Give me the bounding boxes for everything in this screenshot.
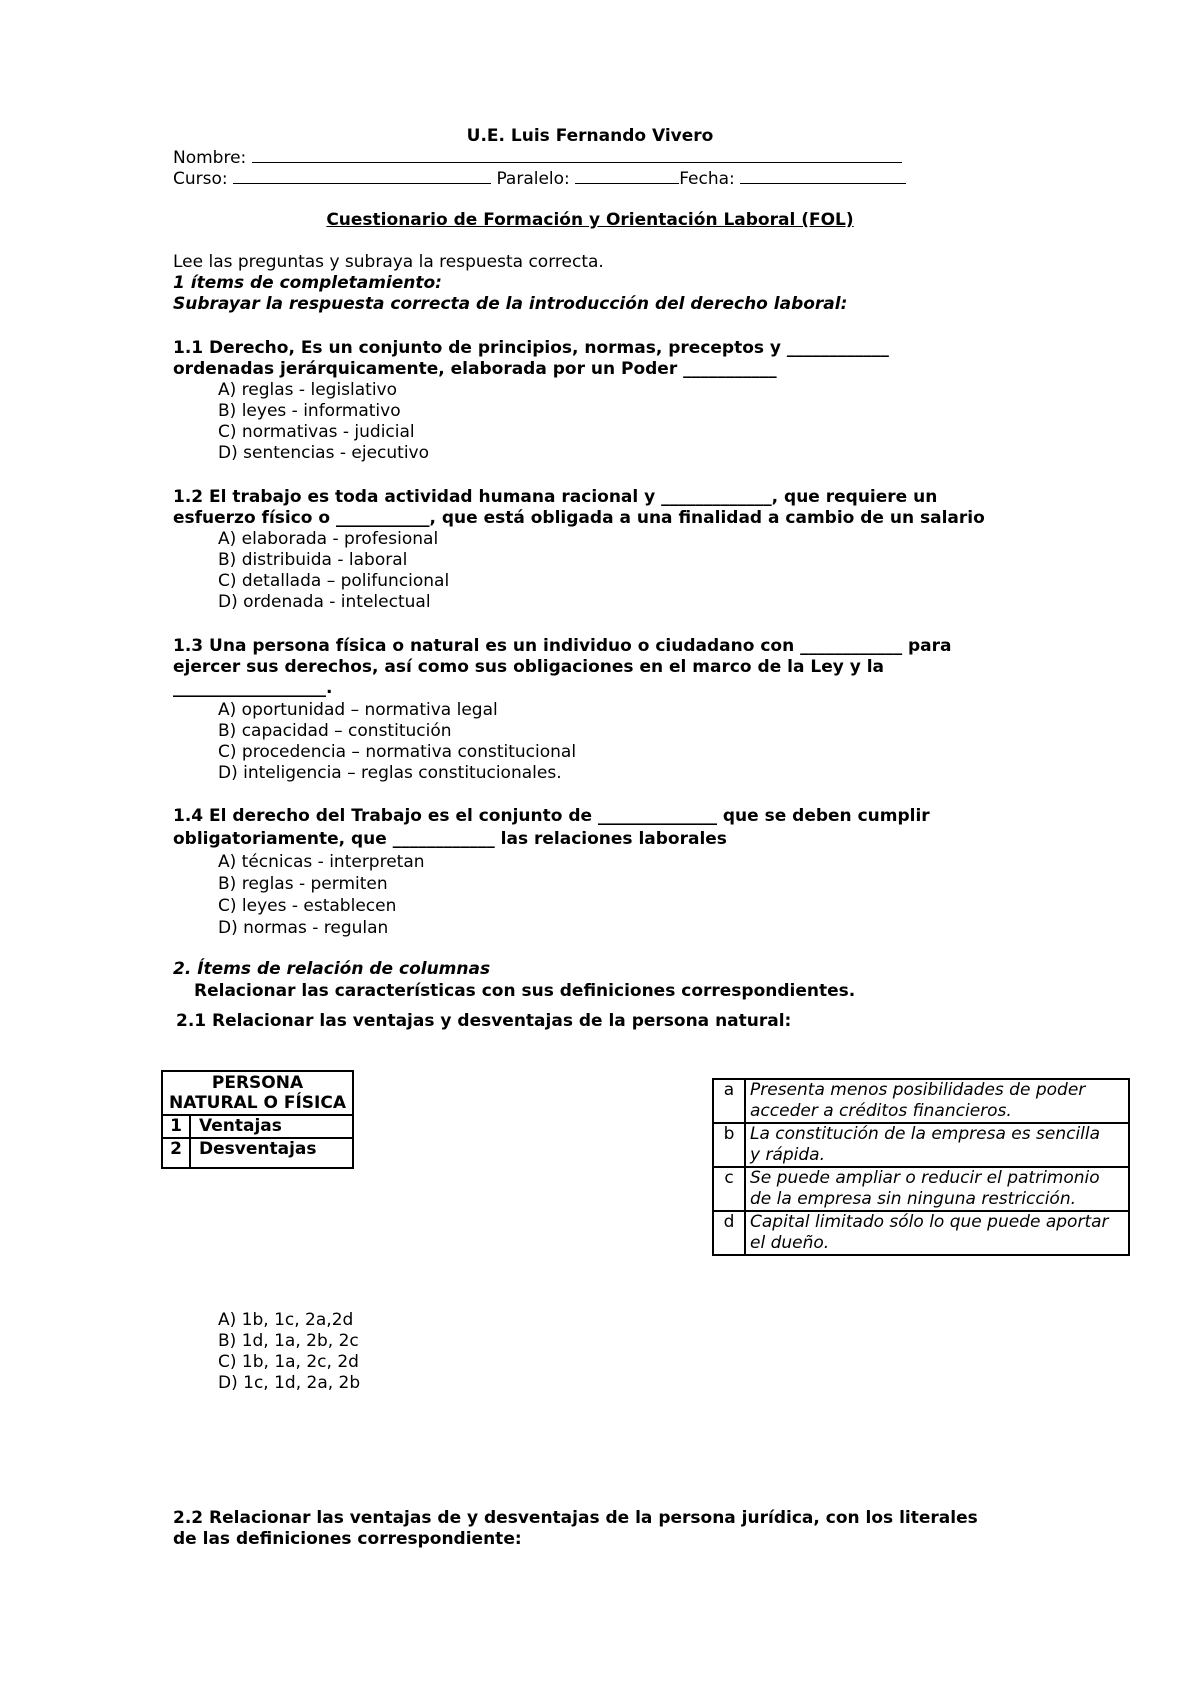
table-header-row xyxy=(162,1071,353,1115)
option-d[interactable]: D) 1c, 1d, 2a, 2b xyxy=(218,1373,361,1393)
row-letter: c xyxy=(713,1167,745,1211)
row-letter: a xyxy=(713,1079,745,1123)
table-row xyxy=(713,1123,1129,1167)
question-1-1 xyxy=(173,338,1073,380)
question-1-4 xyxy=(173,806,1073,850)
nombre-blank[interactable] xyxy=(252,147,902,163)
option-a[interactable]: A) técnicas - interpretan xyxy=(218,852,425,872)
question-text-line: 1.1 Derecho, Es un conjunto de principios, normas, preceptos y ____________ xyxy=(173,338,889,358)
row-definition xyxy=(745,1167,1129,1211)
option-a[interactable]: A) 1b, 1c, 2a,2d xyxy=(218,1310,354,1330)
option-c[interactable]: C) procedencia – normativa constitucional xyxy=(218,742,577,762)
options-2-1 xyxy=(218,1310,360,1394)
row-number: 2 xyxy=(162,1138,190,1168)
table-row xyxy=(162,1115,353,1138)
table-row xyxy=(713,1079,1129,1123)
section2-subheading: Relacionar las características con sus definiciones correspondientes. xyxy=(194,981,856,1001)
option-d[interactable]: D) ordenada - intelectual xyxy=(218,592,431,612)
definition-line: La constitución de la empresa es sencilla xyxy=(750,1124,1101,1144)
curso-blank[interactable] xyxy=(233,168,491,184)
option-b[interactable]: B) reglas - permiten xyxy=(218,874,388,894)
option-b[interactable]: B) capacidad – constitución xyxy=(218,721,452,741)
option-b[interactable]: B) 1d, 1a, 2b, 2c xyxy=(218,1331,359,1351)
options-1-4 xyxy=(218,852,425,939)
instructions: Lee las preguntas y subraya la respuesta correcta. xyxy=(173,252,604,272)
row-definition xyxy=(745,1123,1129,1167)
option-c[interactable]: C) 1b, 1a, 2c, 2d xyxy=(218,1352,359,1372)
option-c[interactable]: C) detallada – polifuncional xyxy=(218,571,450,591)
table-row xyxy=(713,1167,1129,1211)
paralelo-blank[interactable] xyxy=(575,168,679,184)
option-b[interactable]: B) distribuida - laboral xyxy=(218,550,408,570)
definiciones-table xyxy=(712,1078,1130,1256)
definition-line: Se puede ampliar o reducir el patrimonio xyxy=(750,1168,1100,1188)
question-text-line: ordenadas jerárquicamente, elaborada por un Poder ___________ xyxy=(173,359,777,379)
fecha-blank[interactable] xyxy=(740,168,906,184)
section2-heading: 2. Ítems de relación de columnas xyxy=(173,959,491,979)
question-text-line: 2.2 Relacionar las ventajas de y desventajas de la persona jurídica, con los literales xyxy=(173,1508,978,1528)
definition-line: el dueño. xyxy=(750,1233,830,1253)
question-text-line: ejercer sus derechos, así como sus obligaciones en el marco de la Ley y la xyxy=(173,657,885,677)
table-row xyxy=(162,1138,353,1168)
nombre-row xyxy=(173,147,902,169)
row-definition xyxy=(745,1211,1129,1255)
page-title: Cuestionario de Formación y Orientación Laboral (FOL) xyxy=(326,210,854,230)
question-text-line: __________________. xyxy=(173,678,333,698)
curso-label: Curso: xyxy=(173,169,228,189)
option-a[interactable]: A) oportunidad – normativa legal xyxy=(218,700,498,720)
option-c[interactable]: C) leyes - establecen xyxy=(218,896,397,916)
definition-line: y rápida. xyxy=(750,1145,825,1165)
options-1-2 xyxy=(218,529,449,613)
option-d[interactable]: D) inteligencia – reglas constitucionales. xyxy=(218,763,562,783)
option-a[interactable]: A) elaborada - profesional xyxy=(218,529,439,549)
question-1-2 xyxy=(173,487,1073,529)
options-1-1 xyxy=(218,380,429,464)
row-label: Desventajas xyxy=(190,1138,353,1168)
definition-line: de la empresa sin ninguna restricción. xyxy=(750,1189,1077,1209)
option-c[interactable]: C) normativas - judicial xyxy=(218,422,415,442)
nombre-label: Nombre: xyxy=(173,148,247,168)
row-label: Ventajas xyxy=(190,1115,353,1138)
question-2-1-title: 2.1 Relacionar las ventajas y desventajas de la persona natural: xyxy=(176,1011,792,1031)
question-1-3 xyxy=(173,636,1073,699)
question-2-2 xyxy=(173,1508,1073,1550)
option-d[interactable]: D) normas - regulan xyxy=(218,918,389,938)
question-text-line: 1.4 El derecho del Trabajo es el conjunto de ______________ que se deben cumplir xyxy=(173,806,930,826)
option-d[interactable]: D) sentencias - ejecutivo xyxy=(218,443,430,463)
definition-line: Capital limitado sólo lo que puede aportar xyxy=(750,1212,1109,1232)
row-definition xyxy=(745,1079,1129,1123)
question-text-line: 1.3 Una persona física o natural es un individuo o ciudadano con ____________ para xyxy=(173,636,952,656)
section1-subheading: Subrayar la respuesta correcta de la introducción del derecho laboral: xyxy=(173,294,848,314)
row-letter: b xyxy=(713,1123,745,1167)
school-name: U.E. Luis Fernando Vivero xyxy=(466,126,714,146)
row-letter: d xyxy=(713,1211,745,1255)
question-text-line: obligatoriamente, que ____________ las relaciones laborales xyxy=(173,829,727,849)
option-a[interactable]: A) reglas - legislativo xyxy=(218,380,398,400)
fecha-label: Fecha: xyxy=(679,169,735,189)
table-header-cell: PERSONA NATURAL O FÍSICA xyxy=(162,1071,353,1115)
question-text-line: de las definiciones correspondiente: xyxy=(173,1529,522,1549)
row-number: 1 xyxy=(162,1115,190,1138)
options-1-3 xyxy=(218,700,576,784)
section1-heading: 1 ítems de completamiento: xyxy=(173,273,442,293)
paralelo-label: Paralelo: xyxy=(496,169,570,189)
question-text-line: esfuerzo físico o ___________, que está obligada a una finalidad a cambio de un salario xyxy=(173,508,985,528)
definition-line: acceder a créditos financieros. xyxy=(750,1101,1012,1121)
definition-line: Presenta menos posibilidades de poder xyxy=(750,1080,1086,1100)
curso-row xyxy=(173,168,906,190)
table-row xyxy=(713,1211,1129,1255)
question-text-line: 1.2 El trabajo es toda actividad humana racional y _____________, que requiere un xyxy=(173,487,938,507)
persona-natural-table xyxy=(161,1070,354,1169)
option-b[interactable]: B) leyes - informativo xyxy=(218,401,401,421)
